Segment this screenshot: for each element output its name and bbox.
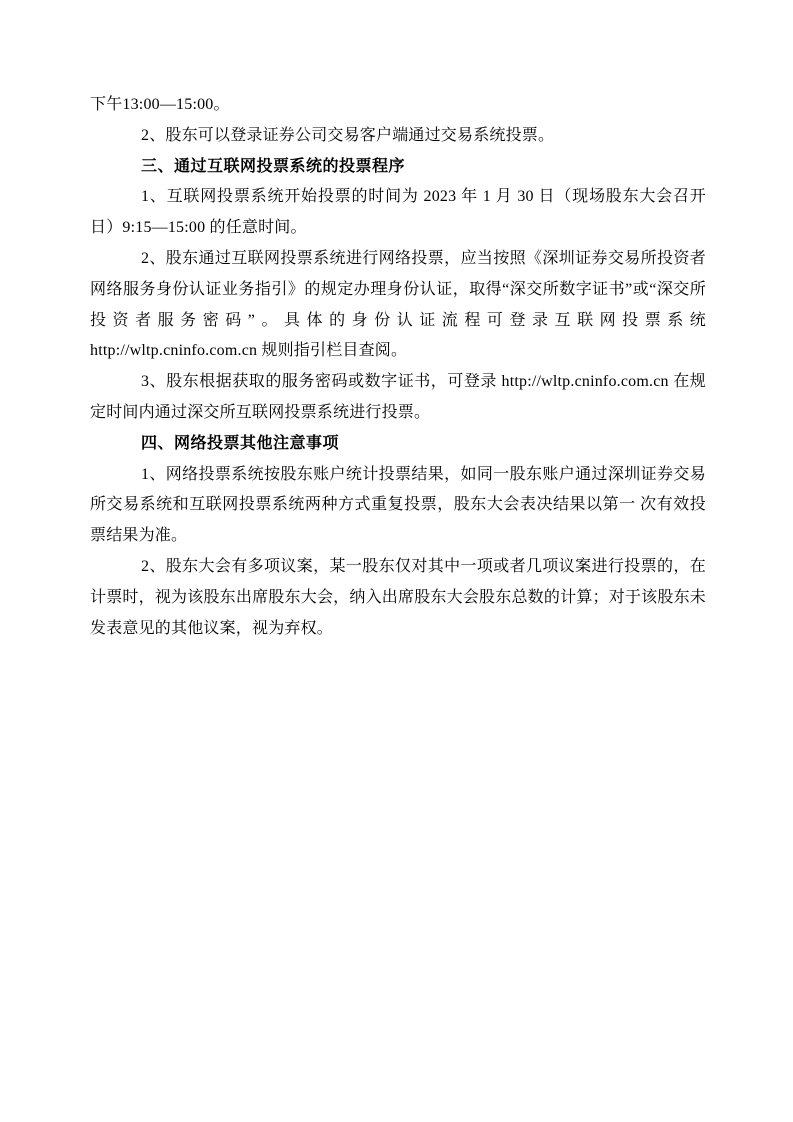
- continuation-line-meeting-time: 下午13:00—15:00。: [90, 96, 230, 113]
- paragraph-trading-system-voting: 2、股东可以登录证券公司交易客户端通过交易系统投票。: [141, 126, 555, 144]
- paragraph-duplicate-voting-rule: 1、网络投票系统按股东账户统计投票结果，如同一股东账户通过深圳证券交易所交易系统和互联网投票系统两种方式重复投票，股东大会表决结果以第一 次有效投票结果为准。: [90, 465, 706, 545]
- paragraph-partial-voting-rule: 2、股东大会有多项议案，某一股东仅对其中一项或者几项议案进行投票的，在计票时，视为该股东出席股东大会，纳入出席股东大会股东总数的计算；对于该股东未发表意见的其他议案，视为弃权。: [90, 557, 706, 637]
- section-heading-internet-voting-procedure: 三、通过互联网投票系统的投票程序: [141, 157, 406, 175]
- paragraph-internet-voting-time: 1、互联网投票系统开始投票的时间为 2023 年 1 月 30 日（现场股东大会召开日）9:15—15:00 的任意时间。: [90, 188, 706, 237]
- paragraph-identity-authentication: 2、股东通过互联网投票系统进行网络投票，应当按照《深圳证券交易所投资者网络服务身份认证业务指引》的规定办理身份认证，取得“深交所数字证书”或“深交所投资者服务密码”。具体的身份认证流程可登录互联网投票系统 http://wltp.cninfo.com.cn 规则指引栏目查阅。: [90, 249, 706, 360]
- paragraph-login-and-vote: 3、股东根据获取的服务密码或数字证书，可登录 http://wltp.cninfo.com.cn 在规定时间内通过深交所互联网投票系统进行投票。: [90, 373, 706, 421]
- section-heading-other-voting-notes: 四、网络投票其他注意事项: [141, 434, 340, 452]
